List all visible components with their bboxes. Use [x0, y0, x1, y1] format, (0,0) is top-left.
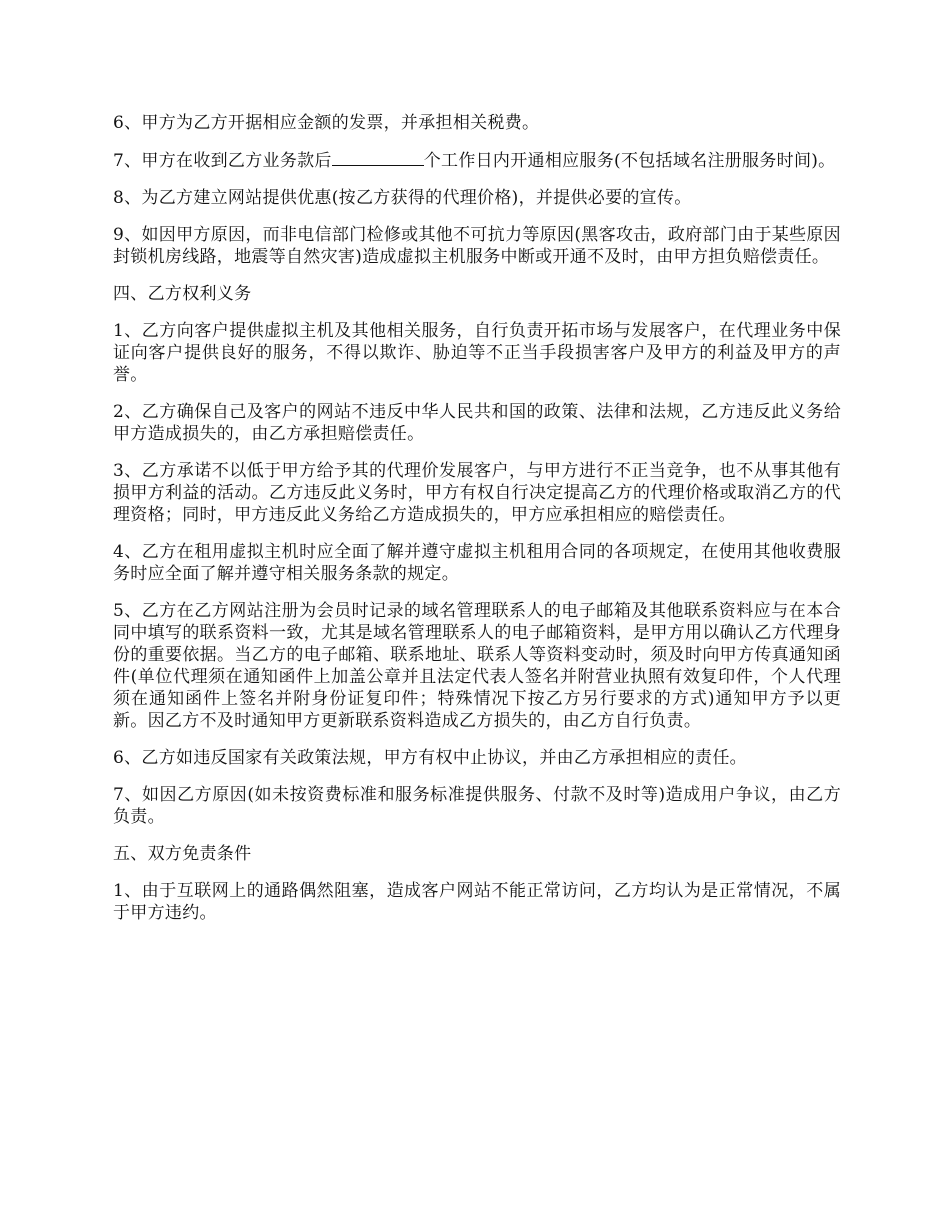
- clause-c1: 1、由于互联网上的通路偶然阻塞，造成客户网站不能正常访问，乙方均认为是正常情况，不属于甲方违约。: [113, 881, 841, 923]
- clause-a7-before: 7、甲方在收到乙方业务款后: [113, 151, 332, 171]
- clause-a7-after: 个工作日内开通相应服务(不包括域名注册服务时间)。: [423, 151, 836, 171]
- clause-b6: 6、乙方如违反国家有关政策法规，甲方有权中止协议，并由乙方承担相应的责任。: [113, 748, 747, 768]
- clause-a6: 6、甲方为乙方开据相应金额的发票，并承担相关税费。: [113, 113, 540, 133]
- clause-a9: 9、如因甲方原因，而非电信部门检修或其他不可抗力等原因(黑客攻击，政府部门由于某些原因封锁机房线路，地震等自然灾害)造成虚拟主机服务中断或开通不及时，由甲方担负赔偿责任。: [113, 225, 841, 267]
- section-heading-4: 四、乙方权利义务: [113, 284, 252, 304]
- clause-b1: 1、乙方向客户提供虚拟主机及其他相关服务，自行负责开拓市场与发展客户，在代理业务中保证向客户提供良好的服务，不得以欺诈、胁迫等不正当手段损害客户及甲方的利益及甲方的声誉。: [113, 321, 841, 385]
- clause-a8: 8、为乙方建立网站提供优惠(按乙方获得的代理价格)，并提供必要的宣传。: [113, 188, 692, 208]
- document-body: [113, 112, 841, 939]
- blank-line: [332, 149, 424, 166]
- clause-b4: 4、乙方在租用虚拟主机时应全面了解并遵守虚拟主机租用合同的各项规定，在使用其他收费服务时应全面了解并遵守相关服务条款的规定。: [113, 542, 841, 584]
- clause-b7: 7、如因乙方原因(如未按资费标准和服务标准提供服务、付款不及时等)造成用户争议，由乙方负责。: [113, 785, 841, 827]
- clause-b3: 3、乙方承诺不以低于甲方给予其的代理价发展客户，与甲方进行不正当竞争，也不从事其他有损甲方利益的活动。乙方违反此义务时，甲方有权自行决定提高乙方的代理价格或取消乙方的代理资格；同时，甲方违反此义务给乙方造成损失的，甲方应承担相应的赔偿责任。: [113, 461, 841, 525]
- clause-b5: 5、乙方在乙方网站注册为会员时记录的域名管理联系人的电子邮箱及其他联系资料应与在本合同中填写的联系资料一致，尤其是域名管理联系人的电子邮箱资料，是甲方用以确认乙方代理身份的重要依据。当乙方的电子邮箱、联系地址、联系人等资料变动时，须及时向甲方传真通知函件(单位代理须在通知函件上加盖公章并且法定代表人签名并附营业执照有效复印件，个人代理须在通知函件上签名并附身份证复印件；特殊情况下按乙方另行要求的方式)通知甲方予以更新。因乙方不及时通知甲方更新联系资料造成乙方损失的，由乙方自行负责。: [113, 601, 841, 731]
- clause-b2: 2、乙方确保自己及客户的网站不违反中华人民共和国的政策、法律和法规，乙方违反此义务给甲方造成损失的，由乙方承担赔偿责任。: [113, 402, 841, 444]
- section-heading-5: 五、双方免责条件: [113, 844, 252, 864]
- clause-a7: [113, 149, 841, 172]
